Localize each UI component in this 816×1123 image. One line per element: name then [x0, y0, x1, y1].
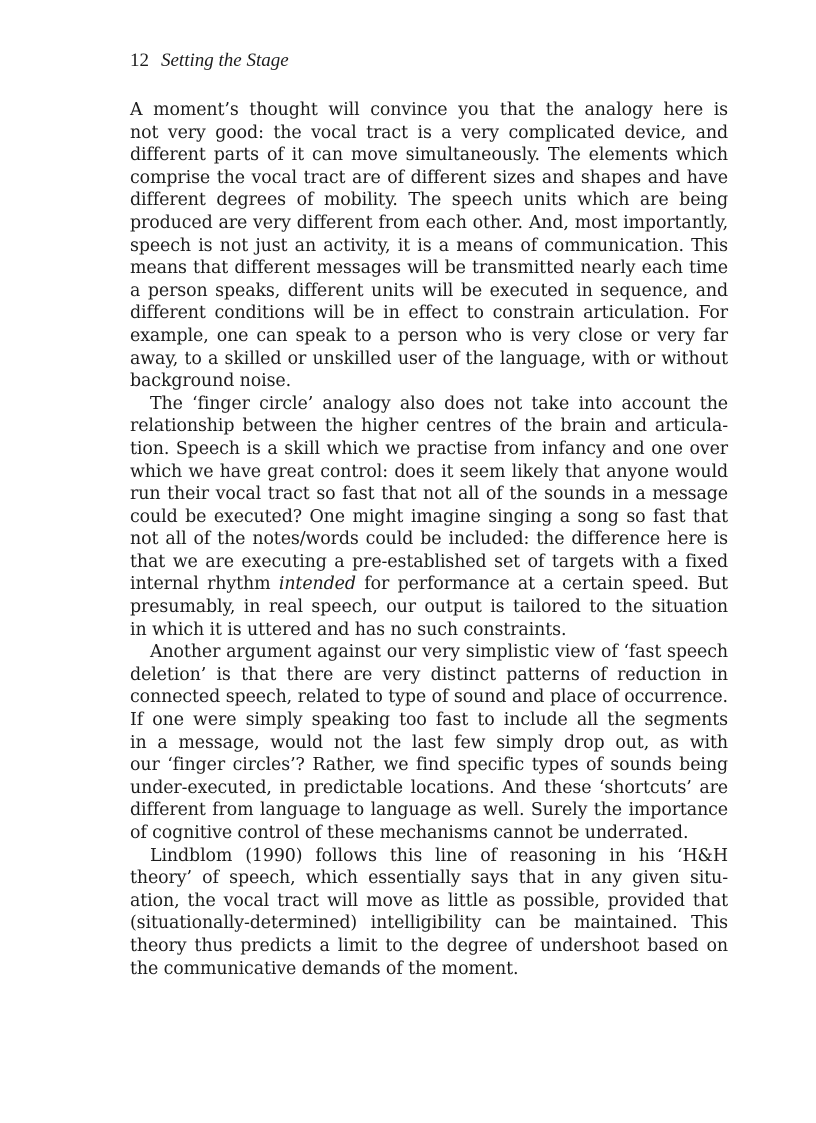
text-line: (situationally-determined) intelligibility can be maintained. This	[130, 913, 728, 934]
text-line: tion. Speech is a skill which we practise from infancy and one over	[130, 438, 728, 459]
text-line: different degrees of mobility. The speech units which are being	[130, 190, 728, 211]
text-line: different parts of it can move simultaneously. The elements which	[130, 145, 728, 166]
emphasis-text: intended	[278, 574, 356, 595]
text-line: comprise the vocal tract are of different sizes and shapes and have	[130, 167, 728, 188]
text-line: theory’ of speech, which essentially says that in any given situ-	[130, 868, 728, 889]
text-line: A moment’s thought will convince you that the analogy here is	[130, 100, 728, 120]
text-line: If one were simply speaking too fast to include all the segments	[130, 710, 728, 731]
text-line: connected speech, related to type of sound and place of occurrence.	[130, 687, 728, 708]
text-line: ation, the vocal tract will move as little as possible, provided that	[130, 890, 728, 911]
text-line: a person speaks, different units will be executed in sequence, and	[130, 280, 728, 301]
body-text	[130, 99, 728, 980]
paragraph	[130, 99, 728, 393]
text-line: run their vocal tract so fast that not all of the sounds in a message	[130, 484, 728, 505]
text-line: different conditions will be in effect to constrain articulation. For	[130, 303, 728, 324]
text-line: means that different messages will be transmitted nearly each time	[130, 258, 728, 279]
chapter-title: Setting the Stage	[161, 50, 289, 71]
text-line	[130, 573, 728, 596]
text-line: theory thus predicts a limit to the degree of undershoot based on	[130, 935, 728, 956]
text-line: The ‘finger circle’ analogy also does not take into account the	[150, 393, 728, 414]
page-number: 12	[130, 50, 149, 71]
text-line: different from language to language as well. Surely the importance	[130, 800, 728, 821]
text-line: in a message, would not the last few simply drop out, as with	[130, 732, 728, 753]
text-line: the communicative demands of the moment.	[130, 958, 519, 979]
text-segment: internal rhythm	[130, 574, 279, 595]
text-line: presumably, in real speech, our output is tailored to the situation	[130, 597, 728, 618]
text-line: background noise.	[130, 371, 292, 392]
text-line: Another argument against our very simplistic view of ‘fast speech	[150, 642, 728, 663]
text-line: produced are very different from each other. And, most importantly,	[130, 212, 728, 233]
text-line: relationship between the higher centres of the brain and articula-	[130, 416, 728, 437]
running-head	[130, 49, 289, 73]
text-line: which we have great control: does it seem likely that anyone would	[130, 461, 728, 482]
text-line: away, to a skilled or unskilled user of the language, with or without	[130, 348, 728, 369]
text-line: in which it is uttered and has no such constraints.	[130, 619, 567, 640]
text-line: could be executed? One might imagine singing a song so fast that	[130, 506, 728, 527]
text-line: of cognitive control of these mechanisms cannot be underrated.	[130, 823, 689, 843]
paragraph	[130, 641, 728, 844]
text-line: our ‘finger circles’? Rather, we find specific types of sounds being	[130, 755, 728, 776]
text-line: speech is not just an activity, it is a means of communication. This	[130, 235, 728, 256]
text-line: deletion’ is that there are very distinct patterns of reduction in	[130, 664, 728, 685]
text-segment: for performance at a certain speed. But	[355, 574, 728, 595]
text-line: not all of the notes/words could be included: the difference here is	[130, 529, 728, 550]
text-line: that we are executing a pre-established set of targets with a fixed	[130, 551, 728, 572]
text-line: example, one can speak to a person who is very close or very far	[130, 325, 728, 346]
paragraph	[130, 393, 728, 642]
paragraph	[130, 845, 728, 981]
text-line: Lindblom (1990) follows this line of reasoning in his ‘H&H	[150, 845, 728, 866]
text-line: under-executed, in predictable locations. And these ‘shortcuts’ are	[130, 777, 728, 798]
text-line: not very good: the vocal tract is a very complicated device, and	[130, 122, 728, 143]
